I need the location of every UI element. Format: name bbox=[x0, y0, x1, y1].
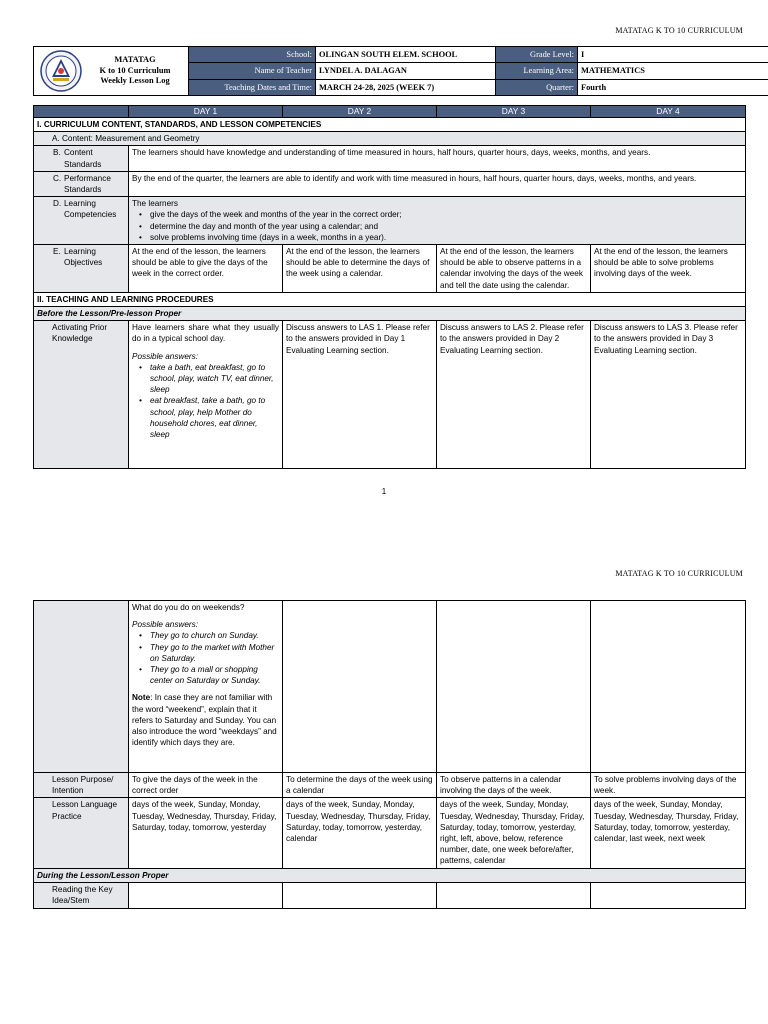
list-item: • give the days of the week and months of the year in the correct order; bbox=[150, 209, 742, 220]
learning-competencies-text bbox=[129, 197, 746, 245]
lesson-table-page-1 bbox=[33, 105, 746, 469]
purpose-day-2: To determine the days of the week using a calendar bbox=[283, 773, 437, 798]
list-item: • eat breakfast, take a bath, go to school, play, help Mother do household chores, eat dinner, sleep bbox=[150, 395, 279, 440]
quarter-value: Fourth bbox=[578, 79, 768, 95]
content-standards-label bbox=[34, 146, 129, 171]
content-standards-text: The learners should have knowledge and understanding of time measured in hours, half hours, quarter hours, days, weeks, months, and years. bbox=[129, 146, 746, 171]
page-gap bbox=[0, 510, 768, 560]
performance-standards-text: By the end of the quarter, the learners are able to identify and work with time measured in hours, half hours, quarter hours, days, weeks, months, and years. bbox=[129, 171, 746, 196]
empty-cell bbox=[437, 882, 591, 908]
learning-objectives-label bbox=[34, 245, 129, 293]
during-lesson-heading: During the Lesson/Lesson Proper bbox=[34, 868, 746, 882]
objective-day-2: At the end of the lesson, the learners should be able to determine the days of the week using a calendar. bbox=[283, 245, 437, 293]
competencies-list bbox=[132, 209, 742, 243]
teacher-value: LYNDEL A. DALAGAN bbox=[316, 63, 496, 79]
area-value: MATHEMATICS bbox=[578, 63, 768, 79]
list-item: • take a bath, eat breakfast, go to school, play, watch TV, eat dinner, sleep bbox=[150, 362, 279, 396]
list-item: • They go to church on Sunday. bbox=[150, 630, 279, 641]
page-number: 1 bbox=[381, 487, 387, 496]
activating-day-1-continued bbox=[129, 601, 283, 773]
list-item: • determine the day and month of the year using a calendar; and bbox=[150, 221, 742, 232]
list-item: • They go to the market with Mother on Saturday. bbox=[150, 642, 279, 664]
language-day-3: days of the week, Sunday, Monday, Tuesday, Wednesday, Thursday, Friday, Saturday, today, tomorrow, yesterday, right, left, above, below, reference number, date, one week before/after, patterns, calendar bbox=[437, 798, 591, 868]
objective-day-1: At the end of the lesson, the learners should be able to give the days of the week in the correct order. bbox=[129, 245, 283, 293]
before-lesson-heading: Before the Lesson/Pre-lesson Proper bbox=[34, 307, 746, 321]
dates-label: Teaching Dates and Time: bbox=[189, 79, 316, 95]
note-label: Note bbox=[132, 693, 151, 703]
content-row: A. Content: Measurement and Geometry bbox=[34, 132, 746, 146]
deped-seal-icon bbox=[40, 50, 82, 92]
dates-value: MARCH 24-28, 2025 (WEEK 7) bbox=[316, 79, 496, 95]
label-letter: C. bbox=[53, 173, 62, 183]
activating-day-1 bbox=[129, 321, 283, 469]
label-text: Learning Competencies bbox=[64, 199, 117, 220]
purpose-day-3: To observe patterns in a calendar involving the days of the week. bbox=[437, 773, 591, 798]
note bbox=[132, 692, 279, 748]
header-table bbox=[33, 46, 768, 96]
competencies-intro: The learners bbox=[132, 199, 178, 209]
performance-standards-label bbox=[34, 171, 129, 196]
logo-title-line: K to 10 Curriculum bbox=[99, 65, 171, 75]
language-day-4: days of the week, Sunday, Monday, Tuesday, Wednesday, Thursday, Friday, Saturday, today, tomorrow, yesterday, calendar, last week, next week bbox=[591, 798, 746, 868]
list-item: • They go to a mall or shopping center on Saturday or Sunday. bbox=[150, 664, 279, 686]
teacher-label: Name of Teacher bbox=[189, 63, 316, 79]
label-letter: E. bbox=[53, 247, 61, 257]
possible-answers-label: Possible answers: bbox=[132, 351, 198, 361]
empty-cell bbox=[283, 601, 437, 773]
logo-title bbox=[82, 55, 188, 87]
day-header: DAY 2 bbox=[283, 106, 437, 118]
logo-title-line: MATATAG bbox=[114, 55, 156, 65]
lesson-purpose-label: Lesson Purpose/ Intention bbox=[34, 773, 129, 798]
day-header: DAY 1 bbox=[129, 106, 283, 118]
language-day-2: days of the week, Sunday, Monday, Tuesday, Wednesday, Thursday, Friday, Saturday, today, tomorrow, yesterday, calendar bbox=[283, 798, 437, 868]
activating-day-3: Discuss answers to LAS 2. Please refer to the answers provided in Day 2 Evaluating Learning section. bbox=[437, 321, 591, 469]
corner-cell bbox=[34, 106, 129, 118]
empty-cell bbox=[591, 601, 746, 773]
empty-cell bbox=[129, 882, 283, 908]
objective-day-4: At the end of the lesson, the learners should be able to solve problems involving days of the week. bbox=[591, 245, 746, 293]
page-1 bbox=[0, 0, 768, 510]
possible-answers-list bbox=[132, 362, 279, 440]
logo-title-line: Weekly Lesson Log bbox=[100, 76, 170, 86]
purpose-day-4: To solve problems involving days of the week. bbox=[591, 773, 746, 798]
activating-prior-knowledge-label: Activating Prior Knowledge bbox=[34, 321, 129, 469]
day-header: DAY 3 bbox=[437, 106, 591, 118]
running-header: MATATAG K TO 10 CURRICULUM bbox=[615, 26, 743, 35]
logo-cell bbox=[34, 47, 189, 96]
label-letter: B. bbox=[53, 148, 61, 158]
school-value: OLINGAN SOUTH ELEM. SCHOOL bbox=[316, 47, 496, 63]
running-header: MATATAG K TO 10 CURRICULUM bbox=[615, 569, 743, 578]
grade-label: Grade Level: bbox=[496, 47, 578, 63]
day-header: DAY 4 bbox=[591, 106, 746, 118]
page-2 bbox=[0, 560, 768, 1024]
note-text: : In case they are not familiar with the word “weekend”, explain that it refers to Saturday and Sunday. You can also introduce the word “weekdays” and identify which days they are. bbox=[132, 693, 277, 748]
lesson-table-page-2 bbox=[33, 600, 746, 909]
activating-day-2: Discuss answers to LAS 1. Please refer to the answers provided in Day 1 Evaluating Learning section. bbox=[283, 321, 437, 469]
list-item: • solve problems involving time (days in a week, months in a year). bbox=[150, 232, 742, 243]
school-label: School: bbox=[189, 47, 316, 63]
reading-key-idea-label: Reading the Key Idea/Stem bbox=[34, 882, 129, 908]
label-text: Learning Objectives bbox=[64, 247, 103, 268]
weekend-question: What do you do on weekends? bbox=[132, 603, 245, 612]
lesson-language-label: Lesson Language Practice bbox=[34, 798, 129, 868]
purpose-day-1: To give the days of the week in the correct order bbox=[129, 773, 283, 798]
language-day-1: days of the week, Sunday, Monday, Tuesday, Wednesday, Thursday, Friday, Saturday, today, tomorrow, yesterday bbox=[129, 798, 283, 868]
section-2-title: II. TEACHING AND LEARNING PROCEDURES bbox=[34, 292, 746, 306]
label-letter: D. bbox=[53, 199, 62, 209]
section-1-title: I. CURRICULUM CONTENT, STANDARDS, AND LESSON COMPETENCIES bbox=[34, 118, 746, 132]
activating-continued-label bbox=[34, 601, 129, 773]
grade-value: I bbox=[578, 47, 768, 63]
label-text: Performance Standards bbox=[64, 173, 111, 195]
possible-answers-label: Possible answers: bbox=[132, 620, 198, 630]
empty-cell bbox=[437, 601, 591, 773]
area-label: Learning Area: bbox=[496, 63, 578, 79]
empty-cell bbox=[591, 882, 746, 908]
empty-cell bbox=[283, 882, 437, 908]
activating-day-4: Discuss answers to LAS 3. Please refer to the answers provided in Day 3 Evaluating Learning section. bbox=[591, 321, 746, 469]
activating-day-1-intro: Have learners share what they usually do in a typical school day. bbox=[132, 323, 279, 344]
quarter-label: Quarter: bbox=[496, 79, 578, 95]
weekend-answers-list bbox=[132, 630, 279, 686]
objective-day-3: At the end of the lesson, the learners should be able to observe patterns in a calendar involving the days of the week and tell the date using the calendar. bbox=[437, 245, 591, 293]
label-text: Content Standards bbox=[64, 148, 102, 169]
learning-competencies-label bbox=[34, 197, 129, 245]
